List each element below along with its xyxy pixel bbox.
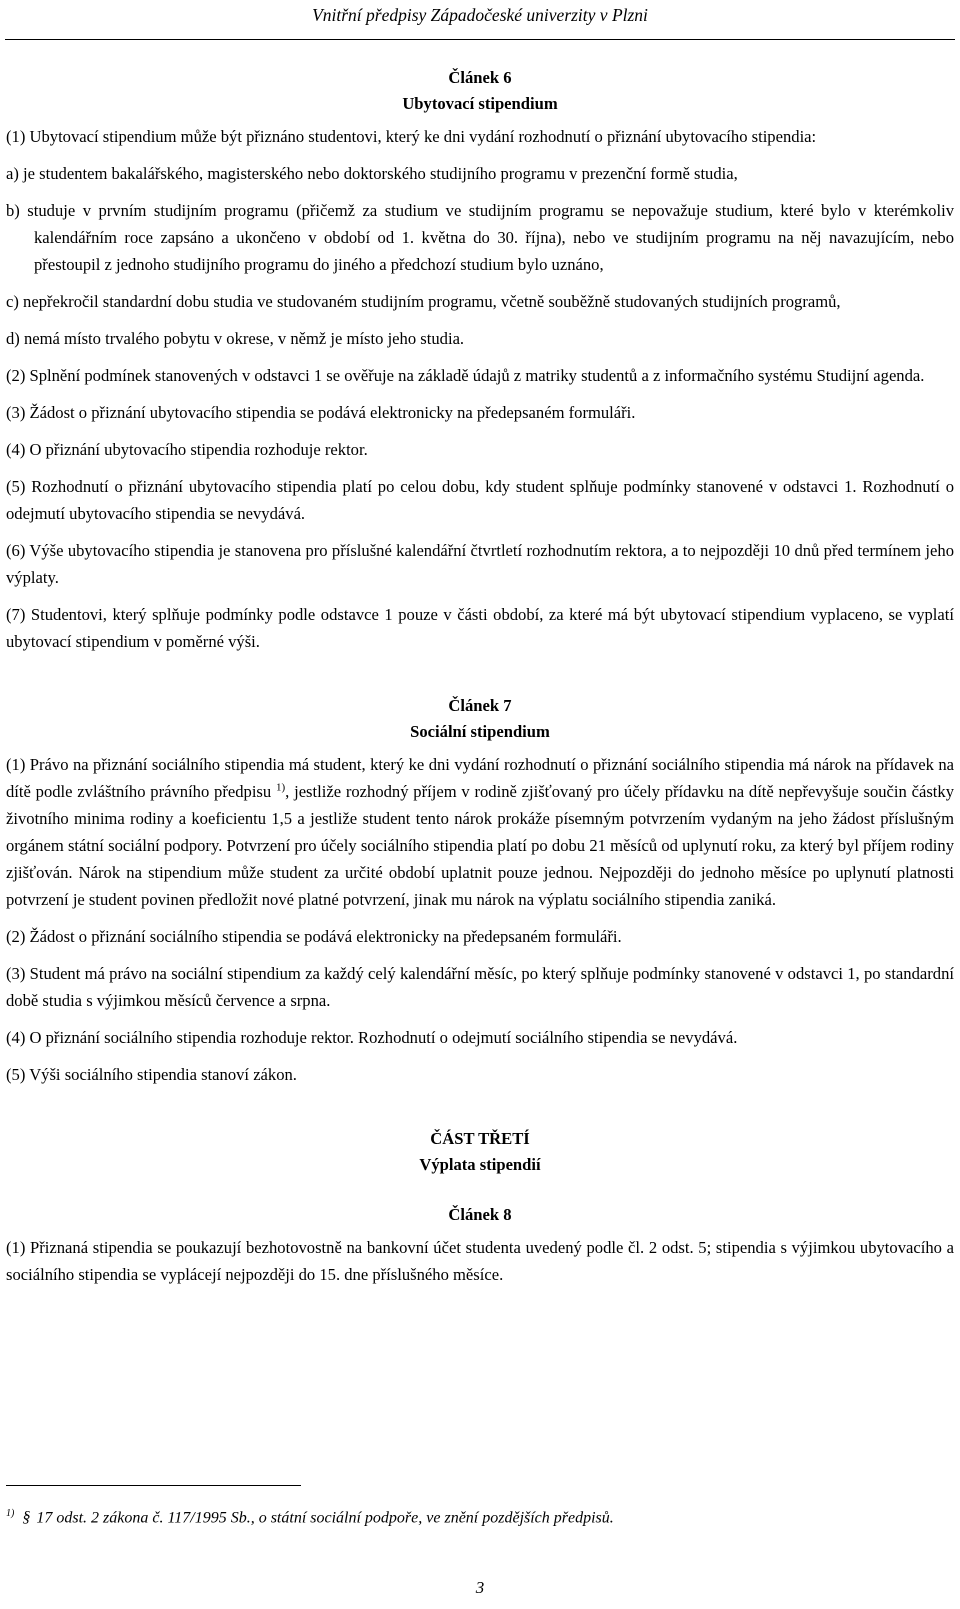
article-7-title: Sociální stipendium [410, 722, 550, 741]
article-6-para-1: (1) Ubytovací stipendium může být přiznáno studentovi, který ke dni vydání rozhodnutí o přiznání ubytovacího stipendia: [6, 127, 817, 146]
article-7-para-4: (4) O přiznání sociálního stipendia rozhoduje rektor. Rozhodnutí o odejmutí sociálního stipendia se nevydává. [6, 1028, 738, 1047]
article-7 [6, 693, 954, 1088]
article-6-item-b: b) studuje v prvním studijním programu (přičemž za studium ve studijním programu se nepovažuje studium, které bylo v kterémkoliv kalendářním roce zapsáno a ukončeno v období od 1. května do 30. října), nebo ve studijním programu na něj navazujícím, nebo přestoupil z jednoho studijního programu do jiného a předchozí studium bylo uznáno, [6, 201, 954, 274]
article-6-para-7: (7) Studentovi, který splňuje podmínky podle odstavce 1 pouze v části období, za které má být ubytovací stipendium vyplaceno, se vyplatí ubytovací stipendium v poměrné výši. [6, 605, 954, 651]
article-6 [6, 65, 954, 655]
header-rule [5, 39, 955, 40]
article-7-number: Článek 7 [448, 696, 512, 715]
part-3-title: Výplata stipendií [419, 1155, 541, 1174]
section-sign: § [22, 1509, 31, 1527]
article-7-para-5: (5) Výši sociálního stipendia stanoví zákon. [6, 1065, 297, 1084]
page-number: 3 [475, 1578, 485, 1597]
article-6-item-c: c) nepřekročil standardní dobu studia ve studovaném studijním programu, včetně souběžně studovaných studijních programů, [6, 292, 841, 311]
article-8-para-1: (1) Přiznaná stipendia se poukazují bezhotovostně na bankovní účet studenta uvedený podle čl. 2 odst. 5; stipendia s výjimkou ubytovacího a sociálního stipendia se vyplácejí nejpozději do 15. dne příslušného měsíce. [6, 1238, 954, 1284]
article-6-para-4: (4) O přiznání ubytovacího stipendia rozhoduje rektor. [6, 440, 368, 459]
article-7-para-3: (3) Student má právo na sociální stipendium za každý celý kalendářní měsíc, po který splňuje podmínky stanovené v odstavci 1, po standardní době studia s výjimkou měsíců července a srpna. [6, 964, 954, 1010]
article-6-item-a: a) je studentem bakalářského, magisterského nebo doktorského studijního programu v prezenční formě studia, [6, 164, 738, 183]
footnote-reference: 1) [275, 781, 286, 794]
page-header [0, 2, 960, 40]
footnote-text: 17 odst. 2 zákona č. 117/1995 Sb., o státní sociální podpoře, ve znění pozdějších předpisů. [36, 1509, 614, 1527]
article-6-number: Článek 6 [448, 68, 512, 87]
article-6-para-5: (5) Rozhodnutí o přiznání ubytovacího stipendia platí po celou dobu, kdy student splňuje podmínky stanovené v odstavci 1. Rozhodnutí o odejmutí ubytovacího stipendia se nevydává. [6, 477, 954, 523]
article-7-para-1 [6, 751, 954, 913]
part-3-label: ČÁST TŘETÍ [430, 1129, 530, 1148]
document-body [6, 65, 954, 1298]
article-7-para-1-start: (1) Právo na přiznání sociálního stipendia má student, který ke dni vydání rozhodnutí o přiznání sociálního stipendia má nárok na přídavek na dítě podle zvláštního právního předpisu [6, 755, 954, 801]
article-7-para-1-end: , jestliže rozhodný příjem v rodině zjišťovaný pro účely přídavku na dítě nepřevyšuje součin částky životního minima rodiny a koeficientu 1,5 a jestliže student tento nárok prokáže písemným potvrzením vydaným na jeho žádost příslušným orgánem státní sociální podpory. Potvrzení pro účely sociálního stipendia platí po dobu 21 měsíců od uplynutí roku, za který byl příjem rodiny zjišťován. Nárok na stipendium může student za určité období uplatnit pouze jednou. Nejpozději do jednoho měsíce po uplynutí platnosti potvrzení je student povinen předložit nové platné potvrzení, jinak mu nárok na výplatu sociálního stipendia zaniká. [6, 782, 954, 909]
article-6-para-3: (3) Žádost o přiznání ubytovacího stipendia se podává elektronicky na předepsaném formuláři. [6, 403, 636, 422]
article-8-number: Článek 8 [448, 1205, 512, 1224]
article-6-title: Ubytovací stipendium [402, 94, 558, 113]
article-6-para-2: (2) Splnění podmínek stanovených v odstavci 1 se ověřuje na základě údajů z matriky studentů a z informačního systému Studijní agenda. [6, 366, 925, 385]
article-6-item-d: d) nemá místo trvalého pobytu v okrese, v němž je místo jeho studia. [6, 329, 465, 348]
footnote-rule [6, 1485, 301, 1486]
header-title: Vnitřní předpisy Západočeské univerzity v Plzni [312, 5, 648, 25]
article-8 [6, 1202, 954, 1288]
part-3-heading [6, 1126, 954, 1178]
article-6-para-6: (6) Výše ubytovacího stipendia je stanovena pro příslušné kalendářní čtvrtletí rozhodnutím rektora, a to nejpozději 10 dnů před termínem jeho výplaty. [6, 541, 954, 587]
footnote [6, 1503, 614, 1529]
footnote-mark: 1) [6, 1508, 15, 1519]
article-7-para-2: (2) Žádost o přiznání sociálního stipendia se podává elektronicky na předepsaném formuláři. [6, 927, 622, 946]
